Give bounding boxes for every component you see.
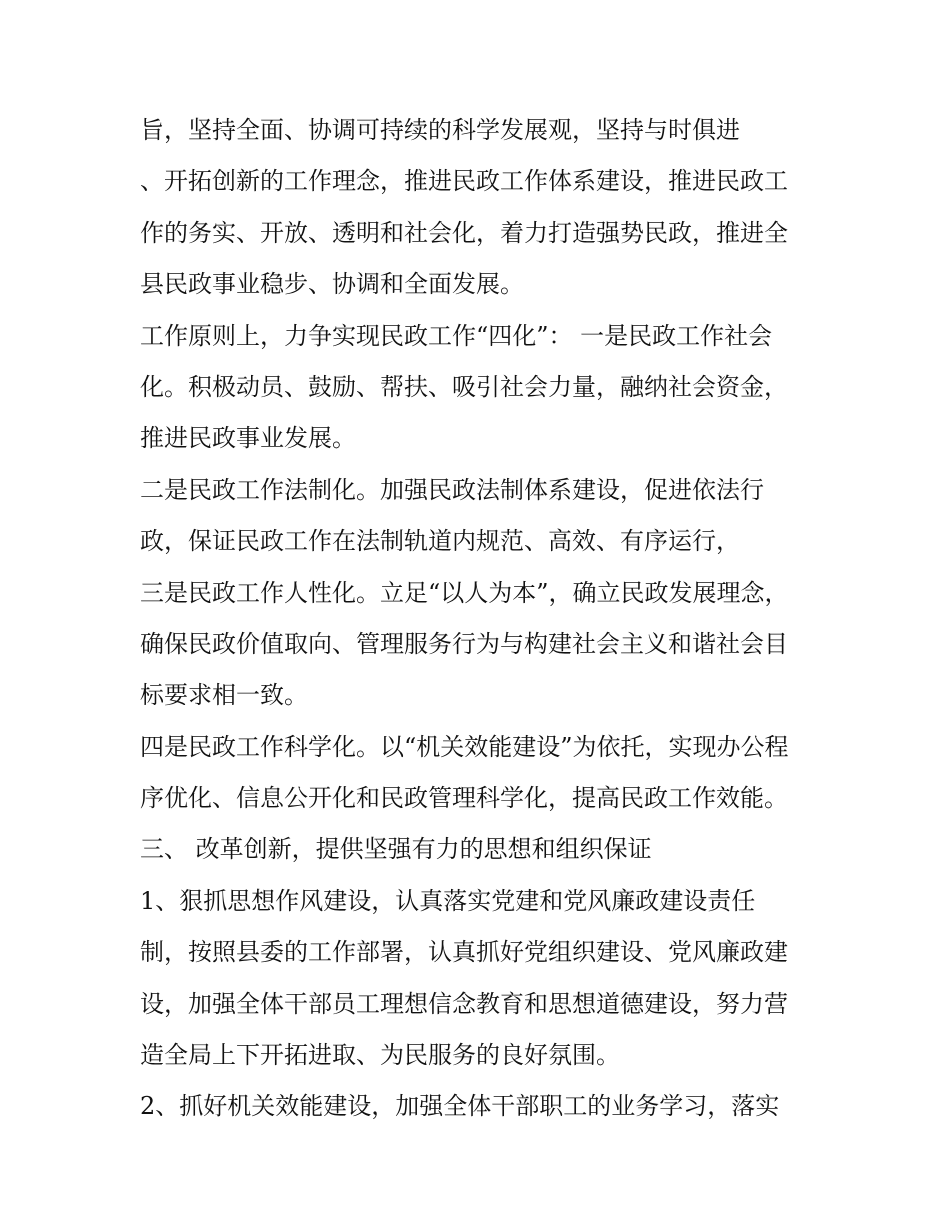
text-line-19: 造全局上下开拓进取、为民服务的良好氛围。 [140,1041,620,1070]
text-line-14: 序优化、信息公开化和民政管理科学化，提高民政工作效能。 [140,784,788,813]
text-line-9: 政，保证民政工作在法制轨道内规范、高效、有序运行， [140,527,740,556]
text-line-3: 作的务实、开放、透明和社会化，着力打造强势民政，推进全 [140,218,788,247]
text-line-16: 1、狠抓思想作风建设，认真落实党建和党风廉政建设责任 [140,886,756,915]
text-line-18: 设，加强全体干部员工理想信念教育和思想道德建设，努力营 [140,989,788,1018]
text-line-6: 化。积极动员、鼓励、帮扶、吸引社会力量，融纳社会资金， [140,372,788,401]
text-line-17: 制，按照县委的工作部署，认真抓好党组织建设、党风廉政建 [140,938,788,967]
text-line-20: 2、抓好机关效能建设，加强全体干部职工的业务学习，落实 [140,1092,780,1121]
text-line-1: 旨，坚持全面、协调可持续的科学发展观，坚持与时俱进 [140,116,740,144]
document-body [140,105,820,1133]
text-line-5: 工作原则上，力争实现民政工作“四化”： 一是民政工作社会 [140,321,773,350]
text-line-8: 二是民政工作法制化。加强民政法制体系建设，促进依法行 [140,475,764,504]
text-line-7: 推进民政事业发展。 [140,424,356,453]
text-line-4: 县民政事业稳步、协调和全面发展。 [140,270,524,299]
section-heading: 三、 改革创新，提供坚强有力的思想和组织保证 [140,835,652,864]
text-line-13: 四是民政工作科学化。以“机关效能建设”为依托，实现办公程 [140,732,789,761]
text-line-10: 三是民政工作人性化。立足“以人为本”，确立民政发展理念， [140,578,789,607]
text-line-12: 标要求相一致。 [140,681,308,710]
text-line-2: 、开拓创新的工作理念，推进民政工作体系建设，推进民政工 [140,167,788,196]
text-line-11: 确保民政价值取向、管理服务行为与构建社会主义和谐社会目 [140,629,788,658]
